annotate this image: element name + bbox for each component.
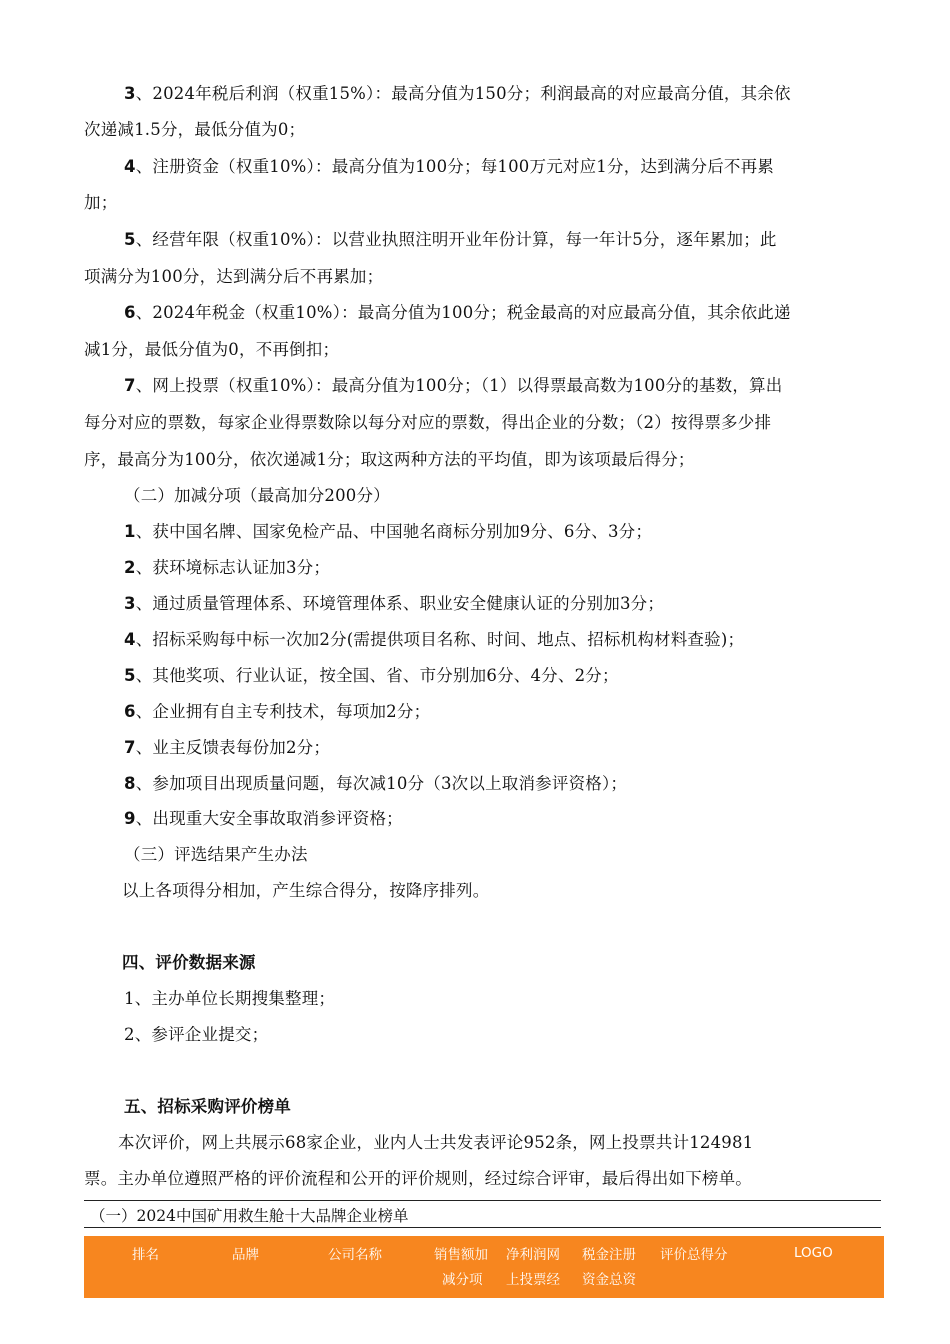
- criterion-6-line-1: 6、2024年税金（权重10%）：最高分值为100分；税金最高的对应最高分值，其余依此递: [124, 303, 791, 322]
- criterion-7-line-2: 每分对应的票数，每家企业得票数除以每分对应的票数，得出企业的分数；（2）按得票多少排: [84, 413, 772, 432]
- section-5-heading: 五、招标采购评价榜单: [124, 1097, 291, 1116]
- header-rank: 排名: [132, 1247, 159, 1263]
- header-profit-line-2: 上投票经: [506, 1272, 560, 1288]
- criterion-3-line-2: 次递减1.5分，最低分值为0；: [84, 120, 306, 139]
- bonus-item-9: 9、出现重大安全事故取消参评资格；: [124, 809, 403, 828]
- criterion-7-line-1: 7、网上投票（权重10%）：最高分值为100分；（1）以得票最高数为100分的基数，算出: [124, 376, 783, 395]
- header-sales-line-1: 销售额加: [434, 1247, 488, 1263]
- bonus-item-3: 3、通过质量管理体系、环境管理体系、职业安全健康认证的分别加3分；: [124, 594, 665, 613]
- bonus-heading: （二）加减分项（最高加分200分）: [124, 486, 390, 505]
- section-5-paragraph-line-2: 票。主办单位遵照严格的评价流程和公开的评价规则，经过综合评审，最后得出如下榜单。: [84, 1169, 752, 1188]
- header-profit-line-1: 净利润网: [506, 1247, 560, 1263]
- bonus-item-6: 6、企业拥有自主专利技术，每项加2分；: [124, 702, 431, 721]
- section-4-heading: 四、评价数据来源: [122, 953, 256, 972]
- result-heading: （三）评选结果产生办法: [124, 845, 308, 864]
- header-sales-line-2: 减分项: [442, 1272, 483, 1288]
- table-top-rule: [84, 1200, 881, 1201]
- criterion-7-line-3: 序，最高分为100分，依次递减1分；取这两种方法的平均值，即为该项最后得分；: [84, 450, 695, 469]
- result-text: 以上各项得分相加，产生综合得分，按降序排列。: [122, 881, 490, 900]
- criterion-5-line-1: 5、经营年限（权重10%）：以营业执照注明开业年份计算，每一年计5分，逐年累加；此: [124, 230, 777, 249]
- header-score: 评价总得分: [660, 1247, 728, 1263]
- criterion-5-line-2: 项满分为100分，达到满分后不再累加；: [84, 267, 384, 286]
- criterion-3-line-1: 3、2024年税后利润（权重15%）：最高分值为150分；利润最高的对应最高分值，其余依: [124, 84, 791, 103]
- bonus-item-1: 1、获中国名牌、国家免检产品、中国驰名商标分别加9分、6分、3分；: [124, 522, 653, 541]
- bonus-item-4: 4、招标采购每中标一次加2分(需提供项目名称、时间、地点、招标机构材料查验)；: [124, 630, 745, 649]
- header-tax-line-1: 税金注册: [582, 1247, 636, 1263]
- bonus-item-5: 5、其他奖项、行业认证，按全国、省、市分别加6分、4分、2分；: [124, 666, 619, 685]
- table-header-row: [84, 1236, 884, 1298]
- bonus-item-7: 7、业主反馈表每份加2分；: [124, 738, 331, 757]
- criterion-4-line-1: 4、注册资金（权重10%）：最高分值为100分；每100万元对应1分，达到满分后不再累: [124, 157, 774, 176]
- header-company: 公司名称: [328, 1247, 382, 1263]
- section-5-paragraph-line-1: 本次评价，网上共展示68家企业，业内人士共发表评论952条，网上投票共计124981: [118, 1133, 754, 1152]
- table-caption-rule: [84, 1227, 881, 1228]
- section-4-item-2: 2、参评企业提交；: [124, 1025, 269, 1044]
- header-brand: 品牌: [232, 1247, 259, 1263]
- criterion-6-line-2: 减1分，最低分值为0，不再倒扣；: [84, 340, 340, 359]
- table-caption: （一）2024中国矿用救生舱十大品牌企业榜单: [90, 1207, 409, 1225]
- bonus-item-2: 2、获环境标志认证加3分；: [124, 558, 331, 577]
- section-4-item-1: 1、主办单位长期搜集整理；: [124, 989, 336, 1008]
- bonus-item-8: 8、参加项目出现质量问题，每次减10分（3次以上取消参评资格）；: [124, 774, 628, 793]
- header-tax-line-2: 资金总资: [582, 1272, 636, 1288]
- criterion-4-line-2: 加；: [84, 193, 118, 212]
- header-logo: LOGO: [794, 1245, 833, 1261]
